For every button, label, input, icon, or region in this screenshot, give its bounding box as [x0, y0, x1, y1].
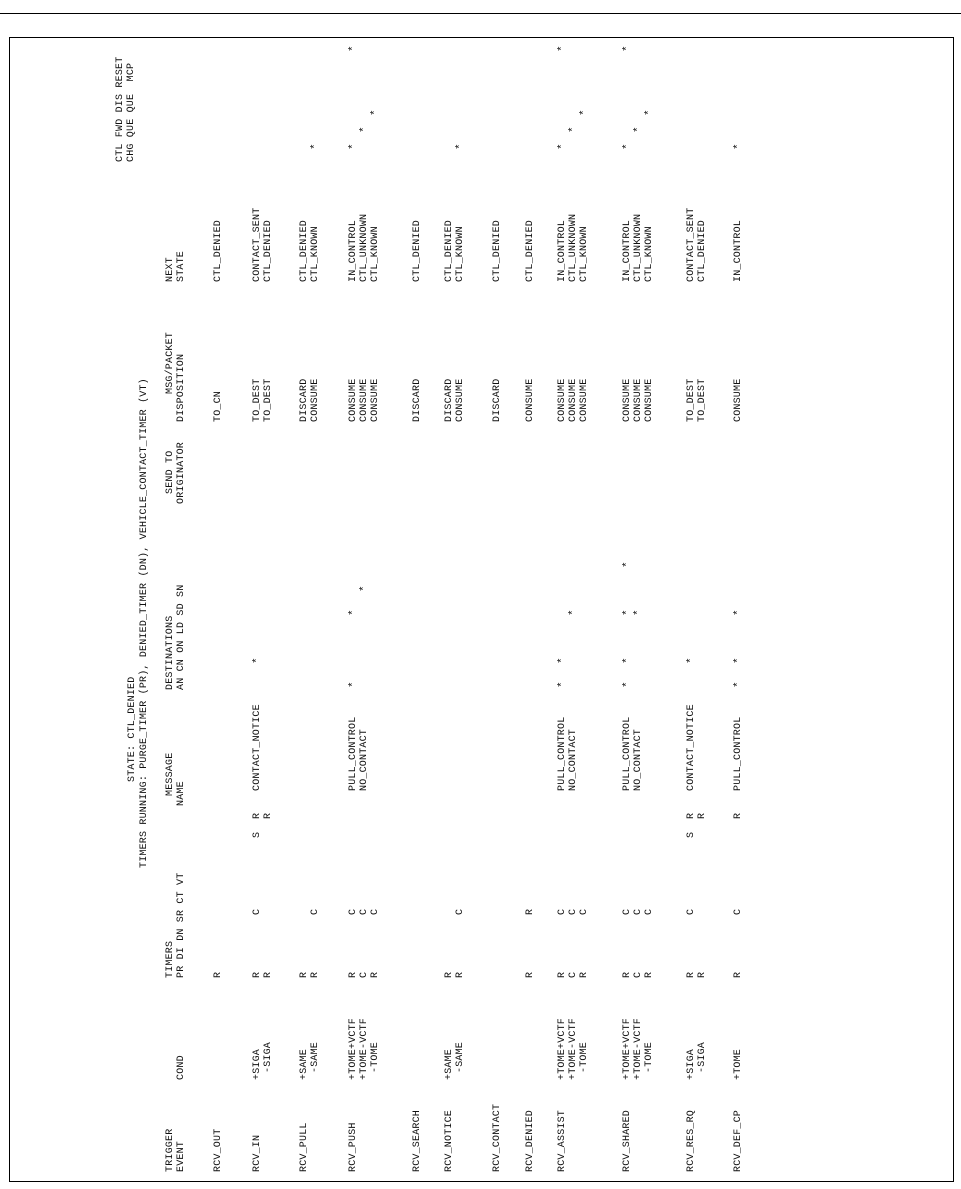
timer-dn: C [359, 908, 370, 915]
timer-dn: C [568, 908, 579, 915]
dest-mark-an: * [557, 681, 569, 688]
col-send-to-1: SEND TO [165, 450, 176, 494]
message-name: PULL_CONTROL [733, 716, 744, 791]
msg-disposition: CONSUME [633, 378, 644, 422]
next-state: CTL_KNOWN [370, 226, 381, 282]
next-state: IN_CONTROL [733, 219, 744, 282]
message-name: CONTACT_NOTICE [686, 704, 697, 791]
flag-mark-dis: * [579, 109, 591, 116]
dest-mark-ld: * [568, 609, 580, 616]
timer-dn: C [622, 908, 633, 915]
timer-dn: R [525, 908, 536, 915]
trigger-event: RCV_PUSH [348, 1122, 359, 1172]
msg-disposition: CONSUME [525, 378, 536, 422]
col-disposition-1: MSG/PACKET [165, 331, 176, 394]
next-state: CTL_DENIED [492, 219, 503, 282]
message-name: NO_CONTACT [568, 728, 579, 791]
flag-mark-dis: * [644, 109, 656, 116]
dest-mark-an: * [733, 681, 745, 688]
msg-disposition: TO_DEST [697, 378, 708, 422]
dest-mark-cn: * [557, 657, 569, 664]
timer-dn: C [644, 908, 655, 915]
condition: -SIGA [697, 1041, 708, 1073]
next-state: IN_CONTROL [348, 219, 359, 282]
condition: +SAME [444, 1048, 455, 1080]
condition: +SIGA [252, 1048, 263, 1080]
condition: -SAME [310, 1041, 321, 1073]
col-trigger-2: EVENT [176, 1140, 187, 1172]
col-destinations-1: DESTINATIONS [165, 615, 176, 690]
flag-mark-dis: * [370, 109, 382, 116]
timer-dn: C [348, 908, 359, 915]
col-trigger-1: TRIGGER [165, 1128, 176, 1172]
dest-mark-sd: * [359, 585, 371, 592]
timer-vt: R [697, 812, 708, 819]
next-state: CTL_KNOWN [644, 226, 655, 282]
condition: +TOME-VCTF [359, 1017, 370, 1080]
timer-vt: R [686, 812, 697, 819]
trigger-event: RCV_RES_RQ [686, 1109, 697, 1172]
col-cond: COND [176, 1055, 187, 1080]
next-state: CTL_DENIED [525, 219, 536, 282]
timer-vt: R [733, 812, 744, 819]
dest-mark-ld: * [633, 609, 645, 616]
timer-pr: R [644, 971, 655, 978]
timer-pr: R [622, 971, 633, 978]
condition: +TOME-VCTF [633, 1017, 644, 1080]
dest-mark-an: * [348, 681, 360, 688]
msg-disposition: CONSUME [370, 378, 381, 422]
timer-dn: C [310, 908, 321, 915]
message-name: PULL_CONTROL [557, 716, 568, 791]
dest-mark-cn: * [686, 657, 698, 664]
next-state: CTL_DENIED [444, 219, 455, 282]
timer-pr: R [686, 971, 697, 978]
message-name: PULL_CONTROL [348, 716, 359, 791]
next-state: CTL_KNOWN [310, 226, 321, 282]
flag-mark-reset: * [622, 45, 634, 52]
next-state: CTL_DENIED [697, 219, 708, 282]
next-state: CONTACT_SENT [686, 207, 697, 282]
next-state: CTL_KNOWN [579, 226, 590, 282]
flag-mark-ctl: * [455, 143, 467, 150]
dest-mark-cn: * [733, 657, 745, 664]
condition: +TOME+VCTF [557, 1017, 568, 1080]
condition: +SAME [299, 1048, 310, 1080]
timer-dn: C [686, 908, 697, 915]
message-name: CONTACT_NOTICE [252, 704, 263, 791]
msg-disposition: CONSUME [622, 378, 633, 422]
trigger-event: RCV_IN [252, 1134, 263, 1172]
dest-mark-cn: * [622, 657, 634, 664]
condition: +TOME+VCTF [348, 1017, 359, 1080]
msg-disposition: CONSUME [644, 378, 655, 422]
next-state: CTL_DENIED [412, 219, 423, 282]
timer-dn: C [733, 908, 744, 915]
trigger-event: RCV_SEARCH [412, 1109, 423, 1172]
message-name: NO_CONTACT [633, 728, 644, 791]
next-state: CTL_DENIED [213, 219, 224, 282]
condition: +TOME-VCTF [568, 1017, 579, 1080]
dest-mark-ld: * [622, 609, 634, 616]
condition: -SAME [455, 1041, 466, 1073]
message-name: NO_CONTACT [359, 728, 370, 791]
timer-pr: R [252, 971, 263, 978]
timers-running-line: TIMERS RUNNING: PURGE_TIMER (PR), DENIED_TIMER (DN), VEHICLE_CONTACT_TIMER (VT) [139, 378, 150, 868]
dest-mark-ld: * [348, 609, 360, 616]
dest-mark-cn: * [252, 657, 264, 664]
flag-mark-fwd: * [633, 126, 645, 133]
timer-pr: R [455, 971, 466, 978]
next-state: IN_CONTROL [622, 219, 633, 282]
msg-disposition: DISCARD [444, 378, 455, 422]
state-table [115, 45, 937, 1172]
state-title: STATE: CTL_DENIED [127, 676, 138, 782]
condition: +TOME+VCTF [622, 1017, 633, 1080]
message-name: PULL_CONTROL [622, 716, 633, 791]
condition: +SIGA [686, 1048, 697, 1080]
trigger-event: RCV_NOTICE [444, 1109, 455, 1172]
timer-pr: R [299, 971, 310, 978]
timer-pr: R [348, 971, 359, 978]
col-next-2: STATE [176, 250, 187, 282]
col-disposition-2: DISPOSITION [176, 353, 187, 422]
timer-vt: R [252, 812, 263, 819]
condition: +TOME [733, 1048, 744, 1080]
next-state: CTL_UNKNOWN [568, 213, 579, 282]
condition: -TOME [579, 1041, 590, 1073]
timer-pr: R [697, 971, 708, 978]
trigger-event: RCV_ASSIST [557, 1109, 568, 1172]
msg-disposition: CONSUME [310, 378, 321, 422]
condition: -TOME [370, 1041, 381, 1073]
msg-disposition: CONSUME [359, 378, 370, 422]
col-flags-2: CHG QUE QUE MCP [126, 62, 137, 162]
timer-pr: R [263, 971, 274, 978]
msg-disposition: TO_CN [213, 390, 224, 422]
trigger-event: RCV_SHARED [622, 1109, 633, 1172]
flag-mark-ctl: * [622, 143, 634, 150]
timer-pr: C [359, 971, 370, 978]
timer-pr: C [633, 971, 644, 978]
trigger-event: RCV_PULL [299, 1122, 310, 1172]
col-destinations-2: AN CN ON LD SD SN [176, 584, 187, 690]
msg-disposition: DISCARD [492, 378, 503, 422]
timer-ct: S [686, 831, 697, 838]
dest-mark-ld: * [733, 609, 745, 616]
next-state: IN_CONTROL [557, 219, 568, 282]
timer-ct: S [252, 831, 263, 838]
next-state: CTL_UNKNOWN [633, 213, 644, 282]
msg-disposition: TO_DEST [263, 378, 274, 422]
flag-mark-ctl: * [733, 143, 745, 150]
msg-disposition: TO_DEST [252, 378, 263, 422]
msg-disposition: DISCARD [412, 378, 423, 422]
col-next-1: NEXT [165, 257, 176, 282]
next-state: CONTACT_SENT [252, 207, 263, 282]
timer-vt: R [263, 812, 274, 819]
timer-dn: C [370, 908, 381, 915]
flag-mark-reset: * [348, 45, 360, 52]
msg-disposition: TO_DEST [686, 378, 697, 422]
trigger-event: RCV_DEF_CP [733, 1109, 744, 1172]
next-state: CTL_DENIED [299, 219, 310, 282]
dest-mark-an: * [622, 681, 634, 688]
timer-dn: C [557, 908, 568, 915]
msg-disposition: CONSUME [455, 378, 466, 422]
condition: -SIGA [263, 1041, 274, 1073]
msg-disposition: CONSUME [348, 378, 359, 422]
top-rule [0, 13, 961, 14]
timer-pr: R [557, 971, 568, 978]
timer-pr: R [525, 971, 536, 978]
msg-disposition: CONSUME [568, 378, 579, 422]
col-send-to-2: ORIGINATOR [176, 441, 187, 504]
msg-disposition: CONSUME [557, 378, 568, 422]
timer-pr: R [444, 971, 455, 978]
next-state: CTL_KNOWN [455, 226, 466, 282]
dest-mark-sn: * [622, 561, 634, 568]
trigger-event: RCV_CONTACT [492, 1103, 503, 1172]
timer-dn: C [579, 908, 590, 915]
condition: -TOME [644, 1041, 655, 1073]
flag-mark-ctl: * [310, 143, 322, 150]
flag-mark-ctl: * [557, 143, 569, 150]
timer-pr: R [579, 971, 590, 978]
col-message-1: MESSAGE [165, 752, 176, 796]
timer-dn: C [252, 908, 263, 915]
next-state: CTL_DENIED [263, 219, 274, 282]
flag-mark-fwd: * [568, 126, 580, 133]
timer-pr: C [568, 971, 579, 978]
col-flags-1: CTL FWD DIS RESET [115, 56, 126, 162]
next-state: CTL_UNKNOWN [359, 213, 370, 282]
msg-disposition: DISCARD [299, 378, 310, 422]
flag-mark-ctl: * [348, 143, 360, 150]
timer-pr: R [213, 971, 224, 978]
msg-disposition: CONSUME [733, 378, 744, 422]
col-timers-2: PR DI DN SR CT VT [176, 872, 187, 978]
trigger-event: RCV_DENIED [525, 1109, 536, 1172]
flag-mark-fwd: * [359, 126, 371, 133]
timer-pr: R [733, 971, 744, 978]
col-timers-1: TIMERS [165, 940, 176, 978]
timer-pr: R [310, 971, 321, 978]
trigger-event: RCV_OUT [213, 1128, 224, 1172]
timer-dn: C [633, 908, 644, 915]
flag-mark-reset: * [557, 45, 569, 52]
msg-disposition: CONSUME [579, 378, 590, 422]
timer-pr: R [370, 971, 381, 978]
col-message-2: NAME [176, 781, 187, 806]
timer-dn: C [455, 908, 466, 915]
